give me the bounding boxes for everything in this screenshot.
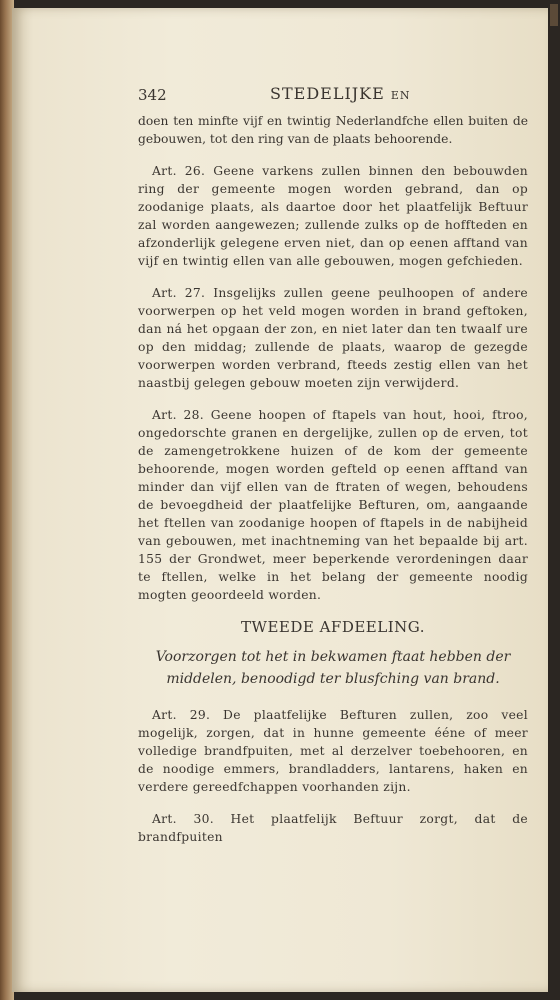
page-corner-mark bbox=[550, 4, 558, 26]
section-title: TWEEDE AFDEELING. bbox=[241, 618, 425, 636]
page-header bbox=[138, 84, 528, 112]
section-subtitle: Voorzorgen tot het in bekwamen ftaat hebben der middelen, benoodigd ter blusfching van brand. bbox=[155, 649, 511, 687]
paragraph-continuation: doen ten minfte vijf en twintig Nederlandfche ellen buiten de gebouwen, tot den ring van de plaats behoorende. bbox=[138, 114, 528, 146]
paragraph-art-26: Art. 26. Geene varkens zullen binnen den bebouwden ring der gemeente mogen worden gebrand, dan op zoodanige plaats, als daartoe door het plaatfelijk Beftuur zal worden aangewezen; zullende zulks op de hoffteden en afzonderlijk gelegene erven niet, dan op eenen afftand van vijf en twintig ellen van alle gebouwen, mogen gefchieden. bbox=[138, 164, 528, 268]
page-number: 342 bbox=[138, 86, 167, 104]
paragraph-art-29: Art. 29. De plaatfelijke Befturen zullen, zoo veel mogelijk, zorgen, dat in hunne gemeente ééne of meer volledige brandfpuiten, met al derzelver toebehooren, en de noodige emmers, brandladders, lantarens, haken en verdere gereedfchappen voorhanden zijn. bbox=[138, 708, 528, 794]
running-head-main: STEDELIJKE bbox=[270, 84, 385, 103]
running-head-small: EN bbox=[390, 89, 411, 102]
paragraph-art-28: Art. 28. Geene hoopen of ftapels van hout, hooi, ftroo, ongedorschte granen en dergelijke, zullen op de erven, tot de zamengetrokkene huizen of de kom der gemeente behoorende, mogen worden gefteld op eenen afftand van minder dan vijf ellen van de ftraten of wegen, behoudens de bevoegdheid der plaatfelijke Befturen, om, aangaande het ftellen van zoodanige hoopen of ftapels in de nabijheid van gebouwen, met inachtneming van het bepaalde bij art. 155 der Grondwet, meer beperkende verordeningen daar te ftellen, welke in het belang der gemeente noodig mogten geoordeeld worden. bbox=[138, 408, 528, 602]
running-head bbox=[270, 84, 411, 103]
paragraph-art-27: Art. 27. Insgelijks zullen geene peulhoopen of andere voorwerpen op het veld mogen worden in brand geftoken, dan ná het opgaan der zon, en niet later dan ten twaalf ure op den middag; zullende de plaats, waarop de gezegde voorwerpen worden verbrand, fteeds zestig ellen van het naastbij gelegen gebouw moeten zijn verwijderd. bbox=[138, 286, 528, 390]
paragraph-art-30: Art. 30. Het plaatfelijk Beftuur zorgt, dat de brandfpuiten bbox=[138, 812, 528, 844]
page-text-block bbox=[138, 84, 528, 860]
